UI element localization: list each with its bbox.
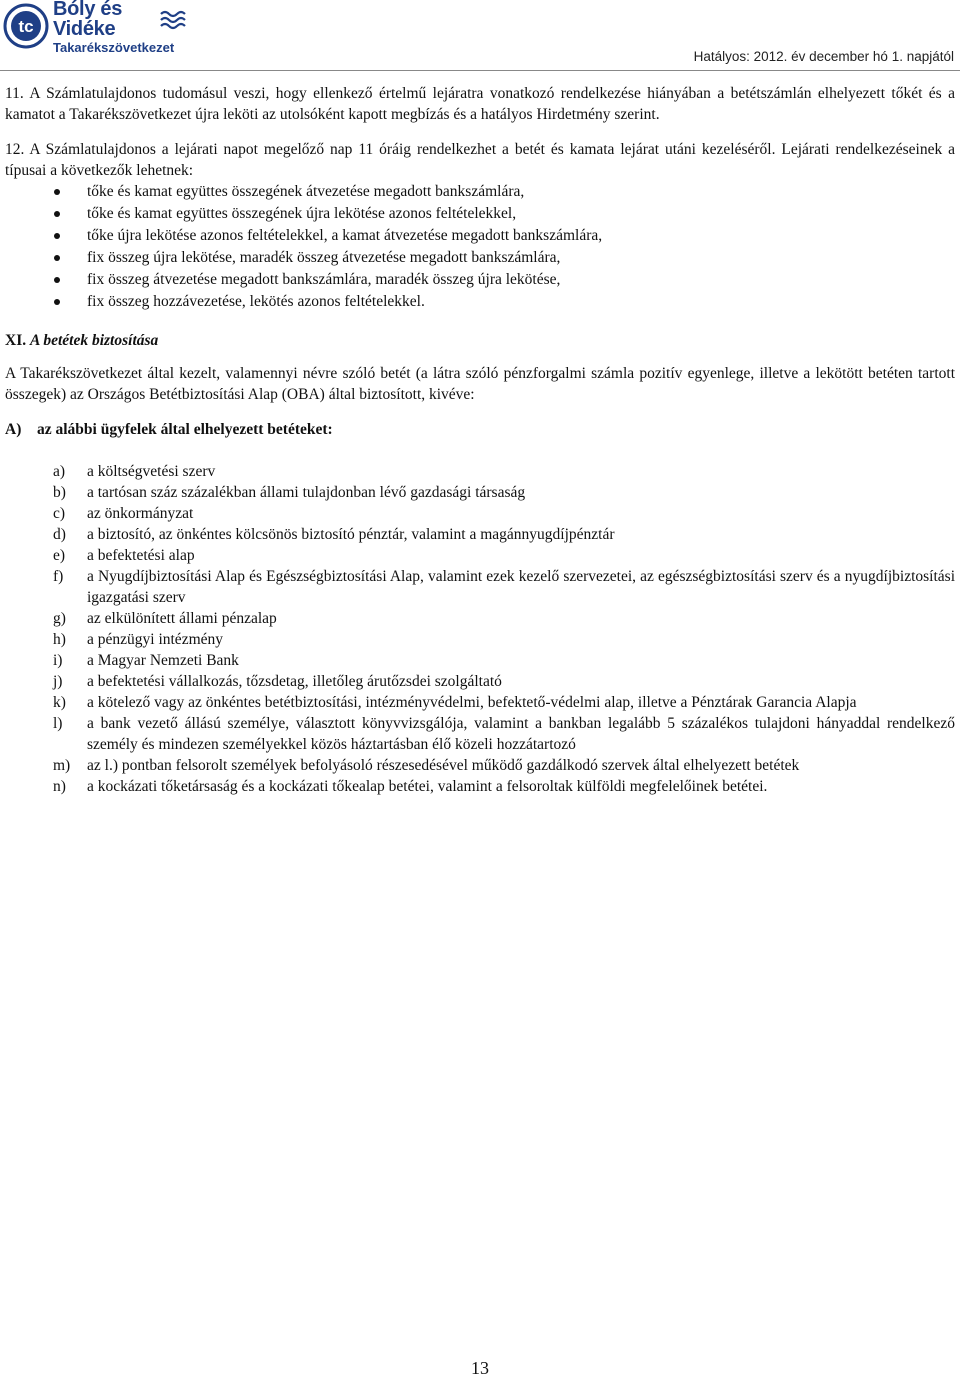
subsection-heading xyxy=(5,419,955,440)
bullet-icon xyxy=(54,255,60,261)
list-item: fix összeg hozzávezetése, lekötés azonos feltételekkel. xyxy=(5,291,955,313)
maturity-options-list xyxy=(5,181,955,313)
header-divider xyxy=(0,70,960,71)
paragraph-12: 12. A Számlatulajdonos a lejárati napot megelőző nap 11 óráig rendelkezhet a betét és kamata lejárat utáni kezeléséről. Lejárati rendelkezéseinek a típusai a következők lehetnek: xyxy=(5,141,955,179)
bullet-icon xyxy=(54,189,60,195)
list-item: fix összeg újra lekötése, maradék összeg átvezetése megadott bankszámlára, xyxy=(5,247,955,269)
list-item: l) a bank vezető állású személye, választott könyvvizsgálója, valamint a bankban legalább 5 százalékos tulajdoni hányaddal rendelkező személy és mindezen személyekkel közös háztartásban élő közeli hozzátartozó xyxy=(53,715,955,753)
list-item: e) a befektetési alap xyxy=(53,547,195,564)
bullet-icon xyxy=(54,277,60,283)
page-header xyxy=(0,0,960,70)
list-item: c) az önkormányzat xyxy=(53,505,194,522)
section-heading xyxy=(5,330,955,351)
subsection-title: az alábbi ügyfelek által elhelyezett betéteket: xyxy=(37,421,333,438)
page-number: 13 xyxy=(471,1358,489,1378)
svg-text:tc: tc xyxy=(18,17,34,36)
list-item: tőke újra lekötése azonos feltételekkel, a kamat átvezetése megadott bankszámlára, xyxy=(5,225,955,247)
list-item: tőke és kamat együttes összegének átvezetése megadott bankszámlára, xyxy=(5,181,955,203)
list-item: h) a pénzügyi intézmény xyxy=(53,631,224,648)
document-body xyxy=(5,83,955,797)
paragraph-11: 11. A Számlatulajdonos tudomásul veszi, hogy ellenkező értelmű lejáratra vonatkozó rendelkezése hiányában a betétszámlán elhelyezett tőkét és a kamatot a Takarékszövetkezet újra leköti az utolsóként kapott megbízás és a hatályos Hirdetmény szerint. xyxy=(5,85,955,123)
section-number: XI. xyxy=(5,332,27,349)
excluded-depositors-list xyxy=(5,461,955,797)
list-item: f) a Nyugdíjbiztosítási Alap és Egészségbiztosítási Alap, valamint ezek kezelő szervezetei, az egészségbiztosítási szerv és a nyugdíjbiztosítási igazgatási szerv xyxy=(53,568,955,606)
list-item: fix összeg átvezetése megadott bankszámlára, maradék összeg újra lekötése, xyxy=(5,269,955,291)
waves-icon xyxy=(160,8,186,30)
effective-date: Hatályos: 2012. év december hó 1. napjától xyxy=(693,49,954,64)
list-item: k) a kötelező vagy az önkéntes betétbiztosítási, intézményvédelmi, befektető-védelmi alap, illetve a Pénztárak Garancia Alapja xyxy=(53,694,857,711)
bullet-icon xyxy=(54,233,60,239)
bullet-icon xyxy=(54,299,60,305)
list-item: g) az elkülönített állami pénzalap xyxy=(53,610,277,627)
section-title: A betétek biztosítása xyxy=(29,332,159,349)
list-item: j) a befektetési vállalkozás, tőzsdetag, illetőleg árutőzsdei szolgáltató xyxy=(53,673,502,690)
list-item: n) a kockázati tőketársaság és a kockázati tőkealap betétei, valamint a felsoroltak külföldi megfelelőinek betétei. xyxy=(53,778,768,795)
list-item: d) a biztosító, az önkéntes kölcsönös biztosító pénztár, valamint a magánnyugdíjpénztár xyxy=(53,526,615,543)
section-intro: A Takarékszövetkezet által kezelt, valamennyi névre szóló betét (a látra szóló pénzforgalmi számla pozitív egyenlege, illetve a lekötött betéten tartott összegek) az Országos Betétbiztosítási Alap (OBA) által biztosított, kivéve: xyxy=(5,365,955,403)
list-item: i) a Magyar Nemzeti Bank xyxy=(53,652,239,669)
brand-subtitle: Takarékszövetkezet xyxy=(53,39,175,55)
list-item: a) a költségvetési szerv xyxy=(53,463,216,480)
list-item: b) a tartósan száz százalékban állami tulajdonban lévő gazdasági társaság xyxy=(53,484,526,501)
brand-name: Bóly és Vidéke xyxy=(53,0,123,40)
list-item: m) az l.) pontban felsorolt személyek befolyásoló részesedésével működő gazdálkodó szervek által elhelyezett betétek xyxy=(53,757,800,774)
subsection-label: A) xyxy=(5,421,22,438)
logo-emblem-icon xyxy=(3,3,49,49)
bullet-icon xyxy=(54,211,60,217)
list-item: tőke és kamat együttes összegének újra lekötése azonos feltételekkel, xyxy=(5,203,955,225)
